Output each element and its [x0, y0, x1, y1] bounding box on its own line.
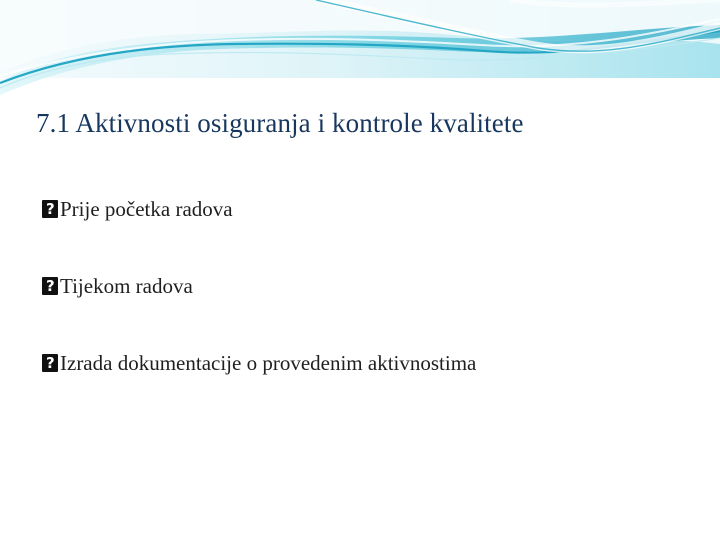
slide-title: 7.1 Aktivnosti osiguranja i kontrole kvalitete [36, 108, 524, 138]
replacement-character-icon [42, 277, 58, 295]
replacement-character-icon [42, 200, 58, 218]
bullet-item-prije-pocetka-radova [42, 196, 476, 273]
header-wave-decoration [0, 0, 720, 95]
bullet-text: Tijekom radova [60, 274, 193, 298]
bullet-text: Izrada dokumentacije o provedenim aktivnostima [60, 351, 477, 375]
bullet-text: Prije početka radova [60, 197, 233, 221]
bullet-item-tijekom-radova [42, 273, 476, 350]
bullet-list [42, 196, 476, 427]
bullet-item-izrada-dokumentacije [42, 350, 476, 427]
replacement-character-icon [42, 354, 58, 372]
